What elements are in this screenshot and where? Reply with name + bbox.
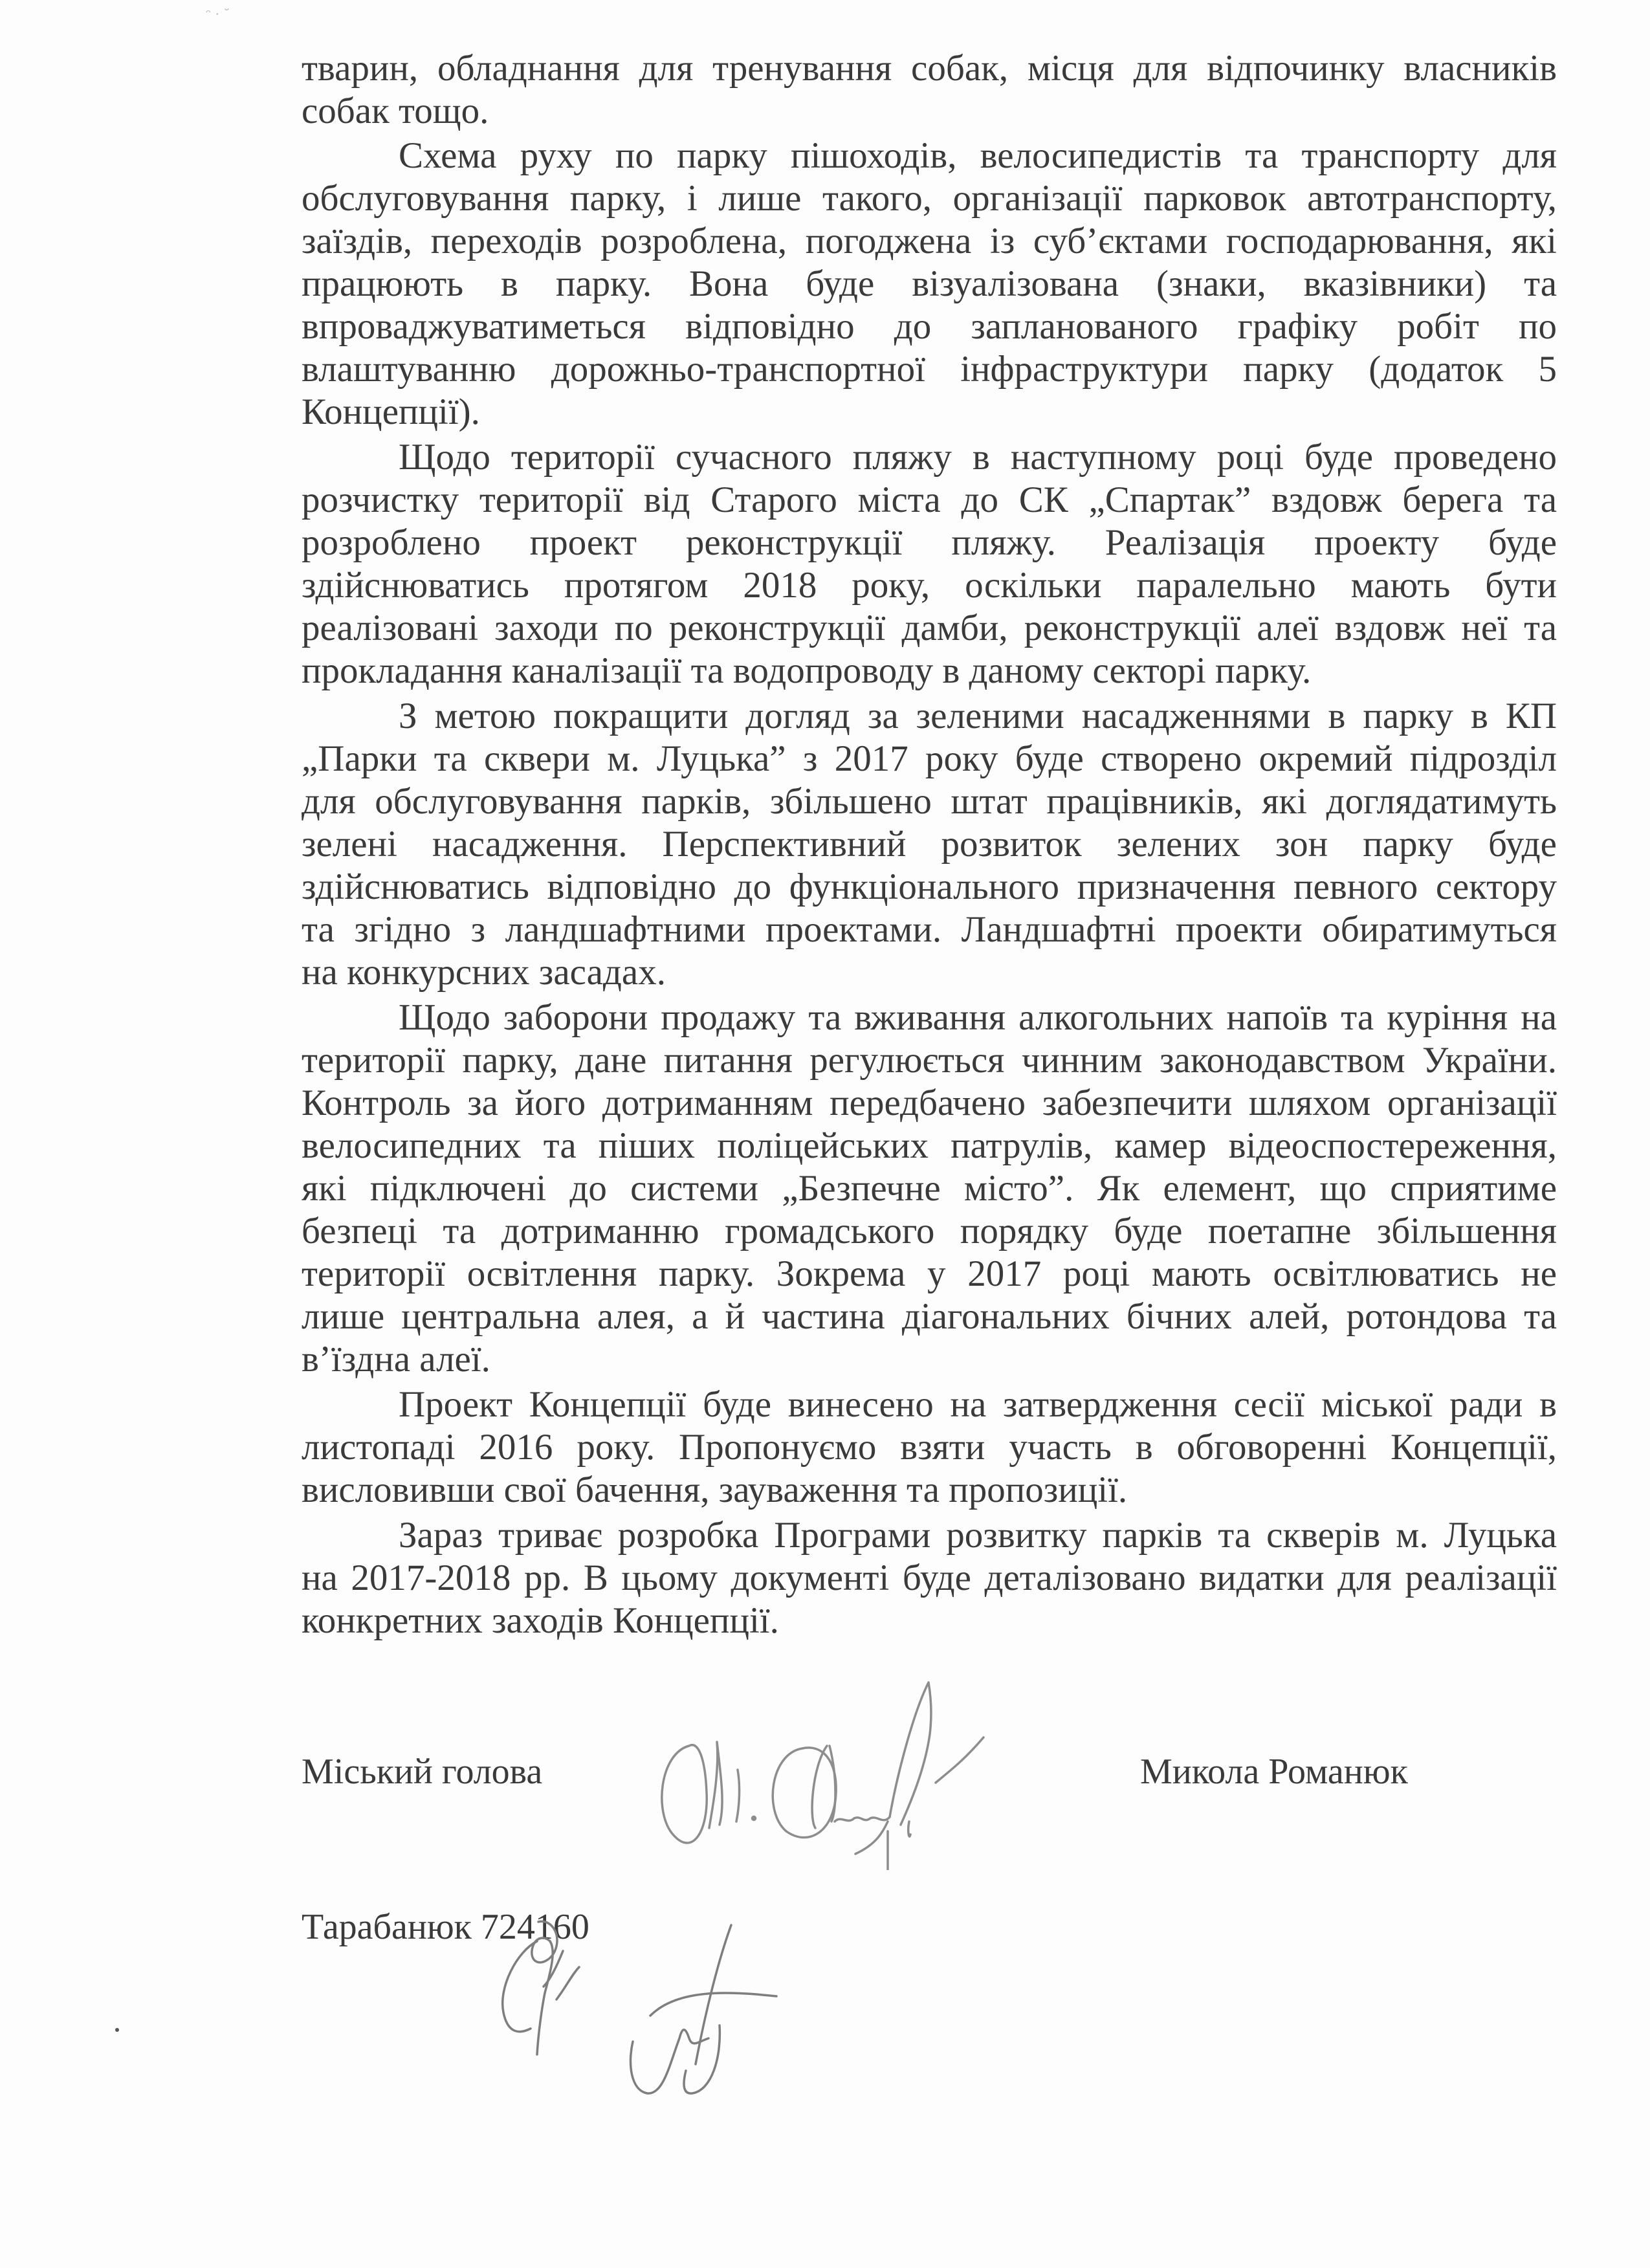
paragraph-first-line: Проект Концепції буде винесено на затвердження сесії міської ради в [399, 1384, 1557, 1425]
text-line: працюють в парку. Вона буде візуалізована (знаки, вказівники) та [302, 263, 1557, 304]
scan-dot [115, 2028, 119, 2032]
text-line: безпеці та дотриманню громадського порядку буде поетапне збільшення [302, 1211, 1557, 1251]
text-line: обслуговування парку, і лише такого, організації парковок автотранспорту, [302, 178, 1557, 219]
text-line: тварин, обладнання для тренування собак, місця для відпочинку власників [302, 48, 1557, 89]
text-line: конкретних заходів Концепції. [302, 1600, 779, 1641]
text-line: Концепції). [302, 391, 480, 432]
text-line: прокладання каналізації та водопроводу в даному секторі парку. [302, 650, 1312, 691]
text-line: лише центральна алея, а й частина діагональних бічних алей, ротондова та [302, 1296, 1557, 1337]
text-line: заїздів, переходів розроблена, погоджена із суб’єктами господарювання, які [302, 221, 1557, 261]
paragraph-first-line: Схема руху по парку пішоходів, велосипедистів та транспорту для [399, 135, 1557, 176]
mayor-signature-icon [647, 1663, 1152, 1870]
paragraph-first-line: Щодо території сучасного пляжу в наступному році буде проведено [399, 437, 1557, 478]
text-line: здійснюватись протягом 2018 року, оскільки паралельно мають бути [302, 565, 1557, 606]
text-line: впроваджуватиметься відповідно до запланованого графіку робіт по [302, 306, 1557, 347]
text-line: для обслуговування парків, збільшено штат працівників, які доглядатимуть [302, 781, 1557, 822]
signatory-name: Микола Романюк [1140, 1752, 1408, 1792]
text-line: розроблено проект реконструкції пляжу. Реалізація проекту буде [302, 522, 1557, 563]
text-line: території освітлення парку. Зокрема у 2017 році мають освітлюватись не [302, 1253, 1557, 1294]
text-line: зелені насадження. Перспективний розвиток зелених зон парку буде [302, 824, 1557, 864]
scan-speck: ᵔ · ˘ [206, 6, 230, 22]
text-line: на 2017-2018 рр. В цьому документі буде деталізовано видатки для реалізації [302, 1558, 1557, 1598]
text-line: собак тощо. [302, 91, 489, 131]
text-line: здійснюватись відповідно до функціонального призначення певного сектору [302, 866, 1557, 907]
executor-contact: Тарабанюк 724160 [302, 1907, 589, 1947]
position-title: Міський голова [302, 1752, 543, 1792]
text-line: на конкурсних засадах. [302, 952, 666, 993]
text-line: висловивши свої бачення, зауваження та пропозиції. [302, 1470, 1128, 1510]
text-line: які підключені до системи „Безпечне місто”. Як елемент, що сприятиме [302, 1168, 1557, 1209]
text-line: велосипедних та піших поліцейських патрулів, камер відеоспостереження, [302, 1125, 1557, 1166]
text-line: реалізовані заходи по реконструкції дамби, реконструкції алеї вздовж неї та [302, 608, 1557, 648]
text-line: в’їздна алеї. [302, 1339, 490, 1380]
paragraph-first-line: З метою покращити догляд за зеленими насадженнями в парку в КП [399, 696, 1557, 736]
paragraph-first-line: Зараз триває розробка Програми розвитку парків та скверів м. Луцька [399, 1515, 1557, 1556]
executor-initials-icon [492, 1902, 906, 2116]
text-line: „Парки та сквери м. Луцька” з 2017 року буде створено окремий підрозділ [302, 738, 1557, 779]
paragraph-first-line: Щодо заборони продажу та вживання алкогольних напоїв та куріння на [399, 997, 1557, 1038]
text-line: листопаді 2016 року. Пропонуємо взяти участь в обговоренні Концепції, [302, 1427, 1557, 1468]
text-line: та згідно з ландшафтними проектами. Ландшафтні проекти обиратимуться [302, 909, 1557, 950]
text-line: влаштуванню дорожньо-транспортної інфраструктури парку (додаток 5 [302, 349, 1557, 390]
text-line: розчистку території від Старого міста до СК „Спартак” вздовж берега та [302, 479, 1557, 520]
text-line: території парку, дане питання регулюється чинним законодавством України. [302, 1040, 1557, 1081]
text-line: Контроль за його дотриманням передбачено забезпечити шляхом організації [302, 1083, 1557, 1123]
